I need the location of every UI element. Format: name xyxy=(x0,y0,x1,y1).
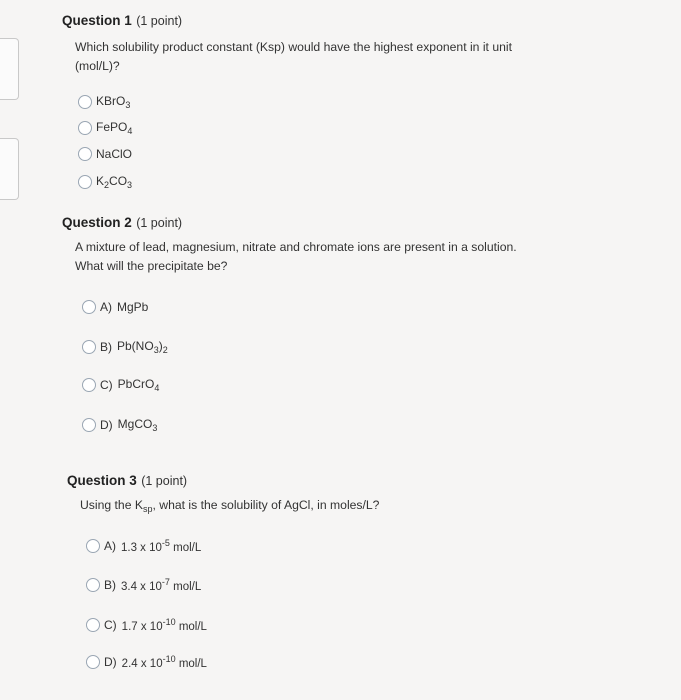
question-1-option-fepo4[interactable] xyxy=(78,120,132,136)
radio-button[interactable] xyxy=(86,618,100,632)
option-label: $Pb(NO_3)_2$ xyxy=(117,339,168,355)
question-1-text-line1: Which solubility product constant (Ksp) would have the highest exponent in it unit xyxy=(75,40,512,54)
radio-button[interactable] xyxy=(82,378,96,392)
option-letter: C) xyxy=(104,618,117,632)
question-2-points: (1 point) xyxy=(136,216,183,230)
option-letter: A) xyxy=(104,539,116,553)
question-2-option-c[interactable] xyxy=(82,377,159,393)
question-2-title: Question 2 xyxy=(62,215,132,230)
question-3-option-c[interactable] xyxy=(86,617,207,633)
question-3-option-d[interactable] xyxy=(86,654,207,670)
radio-button[interactable] xyxy=(78,175,92,189)
radio-button[interactable] xyxy=(82,418,96,432)
radio-button[interactable] xyxy=(86,655,100,669)
left-edge-tabs xyxy=(0,0,22,700)
question-3-option-b[interactable] xyxy=(86,577,201,593)
question-2-header xyxy=(62,214,182,232)
question-1-title: Question 1 xyxy=(62,13,132,28)
option-letter: D) xyxy=(104,655,117,669)
question-1-points: (1 point) xyxy=(136,14,183,28)
question-1-text xyxy=(75,38,512,76)
question-1-option-naclo[interactable] xyxy=(78,147,132,161)
option-letter: C) xyxy=(100,378,113,392)
option-label: FePO$_4$ xyxy=(96,120,133,136)
radio-button[interactable] xyxy=(78,95,92,109)
radio-button[interactable] xyxy=(78,147,92,161)
option-letter: B) xyxy=(104,578,116,592)
left-edge-tab[interactable] xyxy=(0,138,19,200)
option-label: 3.4 x $10^{-7}$ mol/L xyxy=(121,577,202,593)
option-letter: B) xyxy=(100,340,112,354)
radio-button[interactable] xyxy=(82,300,96,314)
question-2-text-line1: A mixture of lead, magnesium, nitrate and chromate ions are present in a solution. xyxy=(75,240,517,254)
option-label: PbCrO$_4$ xyxy=(117,377,160,393)
option-label: 1.3 x $10^{-5}$ mol/L xyxy=(121,538,202,554)
option-letter: D) xyxy=(100,418,113,432)
option-label: 1.7 x $10^{-10}$ mol/L xyxy=(121,617,207,633)
left-edge-tab[interactable] xyxy=(0,38,19,100)
question-3-title: Question 3 xyxy=(67,473,137,488)
option-label: KBrO$_3$ xyxy=(96,94,131,110)
option-letter: A) xyxy=(100,300,112,314)
option-label: MgPb xyxy=(117,300,149,314)
question-1-option-k2co3[interactable] xyxy=(78,174,132,190)
question-2-text-line2: What will the precipitate be? xyxy=(75,259,228,273)
question-2-option-b[interactable] xyxy=(82,339,168,355)
question-3-header xyxy=(67,472,187,490)
question-2-option-d[interactable] xyxy=(82,417,157,433)
radio-button[interactable] xyxy=(78,121,92,135)
option-label: 2.4 x $10^{-10}$ mol/L xyxy=(121,654,207,670)
option-label: NaClO xyxy=(96,147,133,161)
question-2-text xyxy=(75,238,517,276)
option-label: MgCO$_3$ xyxy=(117,417,158,433)
question-3-points: (1 point) xyxy=(141,474,188,488)
question-1-header xyxy=(62,12,182,30)
radio-button[interactable] xyxy=(82,340,96,354)
question-3-option-a[interactable] xyxy=(86,538,201,554)
question-1-text-line2: (mol/L)? xyxy=(75,59,120,73)
radio-button[interactable] xyxy=(86,539,100,553)
radio-button[interactable] xyxy=(86,578,100,592)
option-label: $K_2CO_3$ xyxy=(96,174,133,190)
question-3-text: Using the $K_{sp}$, what is the solubility of AgCl, in moles/L? xyxy=(80,498,380,514)
question-1-option-kbro3[interactable] xyxy=(78,94,130,110)
question-2-option-a[interactable] xyxy=(82,300,148,314)
